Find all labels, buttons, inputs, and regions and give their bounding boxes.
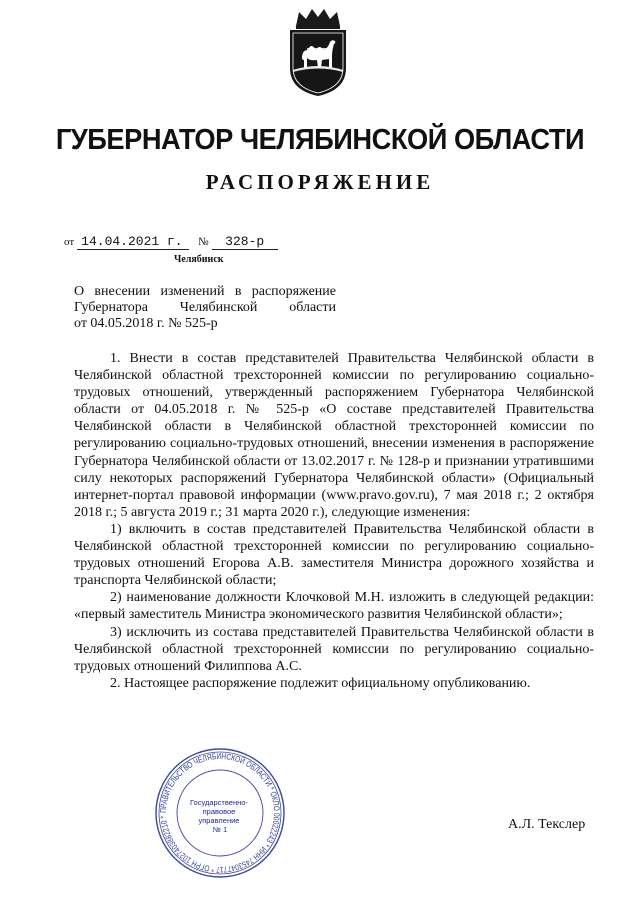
body-paragraph: 2. Настоящее распоряжение подлежит официальному опубликованию. — [110, 675, 531, 691]
body-paragraph: 2) наименование должности Клочковой М.Н. изложить в следующей редакции: «первый заместитель Министра экономического развития Челябинской области»; — [74, 590, 594, 623]
document-type: РАСПОРЯЖЕНИЕ — [205, 170, 435, 194]
document-body — [74, 350, 594, 692]
stamp-center-text: Государственно- правовое управление № 1 — [189, 798, 248, 834]
body-paragraph: 1) включить в состав представителей Правительства Челябинской области в Челябинской областной трехсторонней комиссии по регулированию социально-трудовых отношений Егорова А.В. заместителя Министра дорожного хозяйства и транспорта Челябинской области; — [74, 521, 594, 589]
body-paragraph: 3) исключить из состава представителей Правительства Челябинской области в Челябинской областной трехсторонней комиссии по регулированию социально-трудовых отношений Филиппова А.С. — [74, 624, 594, 674]
subject-line: Губернатора Челябинской области — [74, 300, 336, 315]
document-title: ГУБЕРНАТОР ЧЕЛЯБИНСКОЙ ОБЛАСТИ — [55, 124, 585, 156]
document-number: 328-р — [212, 234, 278, 250]
date-prefix: от — [64, 236, 75, 248]
document-city: Челябинск — [174, 254, 224, 265]
official-stamp — [154, 747, 286, 879]
document-meta — [64, 234, 278, 250]
body-paragraph: 1. Внести в состав представителей Правительства Челябинской области в Челябинской областной трехсторонней комиссии по регулированию социально-трудовых отношений, утвержденный распоряжением Губернатора Челябинской области от 04.05.2018 г. № 525-р «О составе представителей Правительства Челябинской области в Челябинской областной трехсторонней комиссии по регулированию социально-трудовых отношений, внесении изменения в распоряжение Губернатора Челябинской области от 13.02.2017 г. № 128-р и признании утратившими силу некоторых распоряжений Губернатора Челябинской области» (Официальный интернет-портал правовой информации (www.pravo.gov.ru), 7 мая 2018 г.; 2 октября 2018 г.; 5 августа 2019 г.; 31 марта 2020 г.), следующие изменения: — [74, 351, 594, 520]
stamp-ring-text: ПРАВИТЕЛЬСТВО ЧЕЛЯБИНСКОЙ ОБЛАСТИ * ОКПО 00022243 * ИНН 7453047717 * ОГРН 1027403882210 * — [157, 750, 283, 876]
subject-line: от 04.05.2018 г. № 525-р — [74, 316, 218, 331]
signatory-name: А.Л. Текслер — [508, 817, 586, 832]
document-subject — [74, 284, 336, 332]
coat-of-arms-emblem — [280, 6, 356, 98]
crown-icon — [296, 9, 340, 29]
document-date: 14.04.2021 г. — [77, 234, 189, 250]
subject-line: О внесении изменений в распоряжение — [74, 284, 336, 299]
number-prefix: № — [198, 236, 209, 248]
